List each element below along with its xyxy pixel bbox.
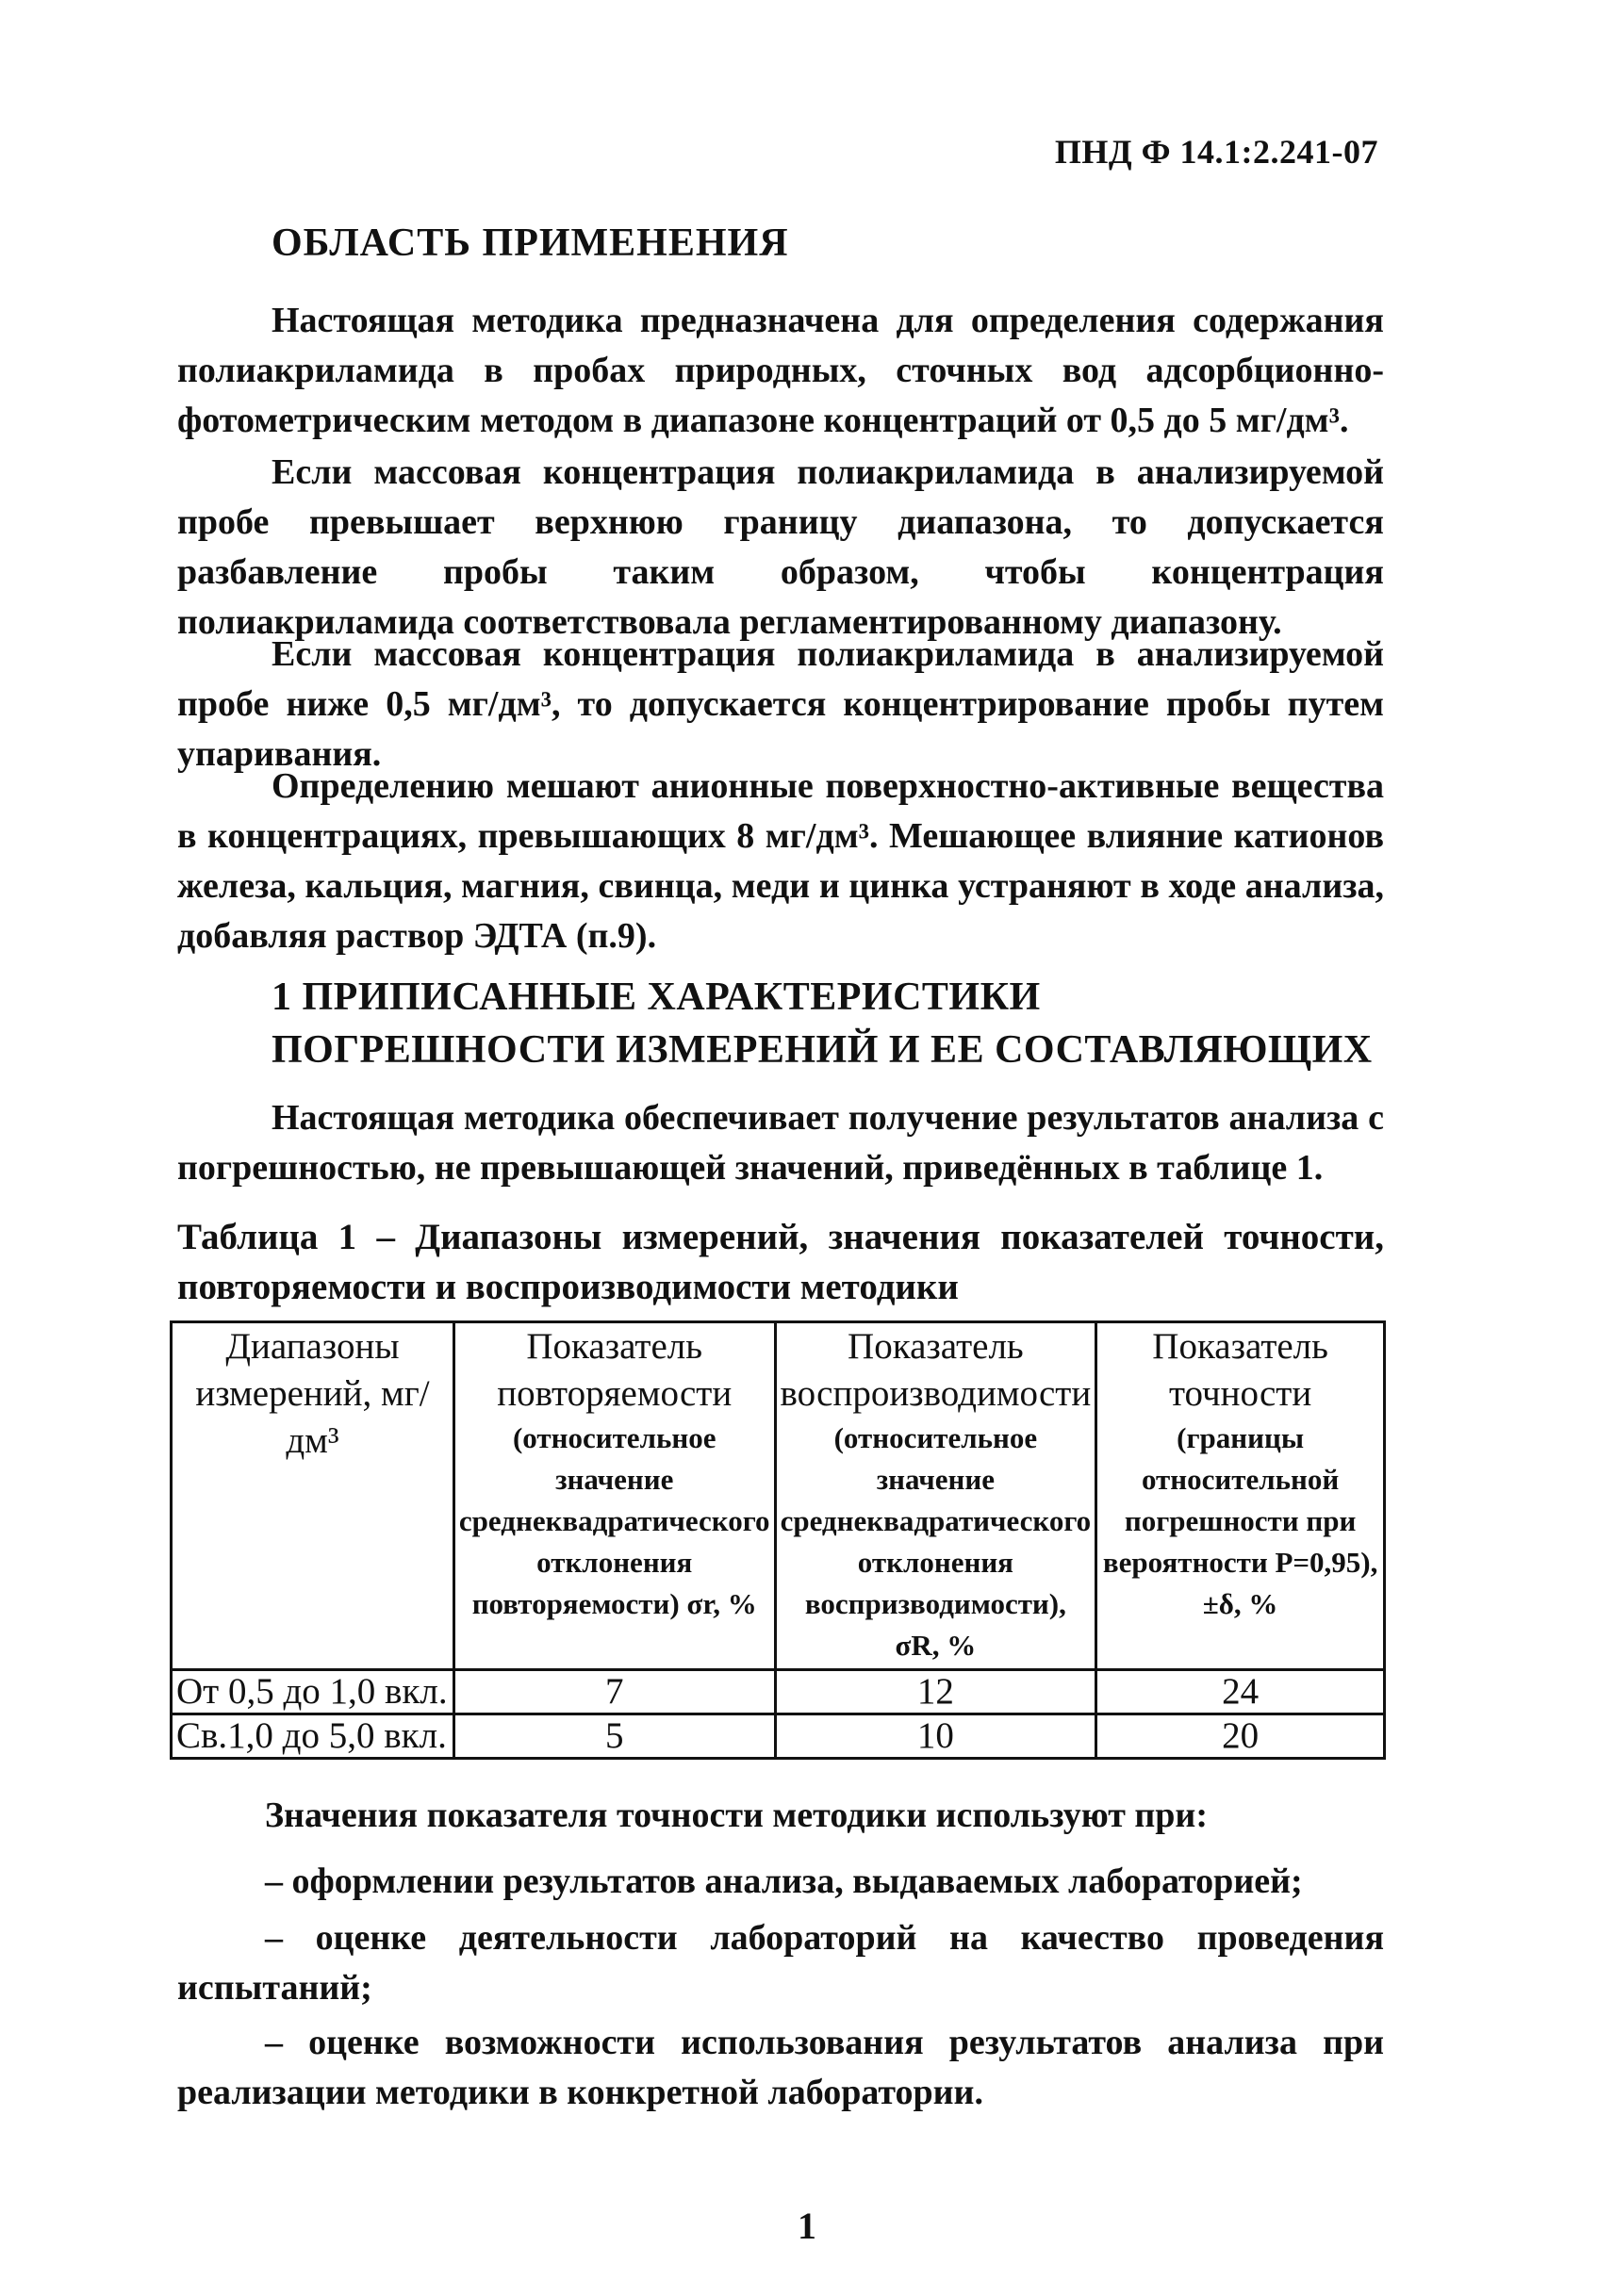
header-main-text: Показатель точности [1152, 1326, 1328, 1414]
table-cell-range: Св.1,0 до 5,0 вкл. [172, 1714, 454, 1759]
table-cell-range: От 0,5 до 1,0 вкл. [172, 1670, 454, 1714]
table-row [172, 1714, 1385, 1759]
table-cell-reproducibility: 12 [775, 1670, 1096, 1714]
section-title-1: 1 ПРИПИСАННЫЕ ХАРАКТЕРИСТИКИ ПОГРЕШНОСТИ ИЗМЕРЕНИЙ И ЕЕ СОСТАВЛЯЮЩИХ [272, 976, 1373, 1072]
table-cell-accuracy: 20 [1096, 1714, 1385, 1759]
header-sub-text: (относительное значение среднеквадратического отклонения воспризводимости), σR, % [780, 1421, 1092, 1662]
scope-paragraph-4: Определению мешают анионные поверхностно-активные вещества в концентрациях, превышающих 8 мг/дм³. Мешающее влияние катионов железа, кальция, магния, свинца, меди и цинка устраняют в ходе анализа, добавляя раствор ЭДТА (п.9). [177, 766, 1384, 956]
header-cell-accuracy [1096, 1322, 1385, 1670]
usage-list-item: – оценке возможности использования результатов анализа при реализации методики в конкретной лаборатории. [177, 2023, 1384, 2112]
header-cell-reproducibility [775, 1322, 1096, 1670]
table-caption: Таблица 1 – Диапазоны измерений, значения показателей точности, повторяемости и воспроизводимости методики [177, 1217, 1384, 1307]
table-header-row [172, 1322, 1385, 1670]
document-code: ПНД Ф 14.1:2.241-07 [1054, 133, 1378, 171]
header-sub-text: (границы относительной погрешности при вероятности P=0,95), ±δ, % [1102, 1421, 1378, 1620]
header-main-text: Диапазоны измерений, мг/дм³ [195, 1326, 430, 1461]
section-title-scope: ОБЛАСТЬ ПРИМЕНЕНИЯ [272, 221, 789, 265]
scope-paragraph-3: Если массовая концентрация полиакриламида в анализируемой пробе ниже 0,5 мг/дм³, то допускается концентрирование пробы путем упаривания. [177, 634, 1384, 774]
usage-intro: Значения показателя точности методики используют при: [265, 1796, 1208, 1835]
table-row [172, 1670, 1385, 1714]
scope-paragraph-1: Настоящая методика предназначена для определения содержания полиакриламида в пробах природных, сточных вод адсорбционно-фотометрическим методом в диапазоне концентраций от 0,5 до 5 мг/дм³. [177, 301, 1384, 440]
usage-list-item: – оформлении результатов анализа, выдаваемых лабораторией; [265, 1861, 1303, 1901]
header-main-text: Показатель повторяемости [497, 1326, 733, 1414]
table-cell-repeatability: 7 [453, 1670, 775, 1714]
header-cell-repeatability [453, 1322, 775, 1670]
page-number: 1 [798, 2205, 816, 2247]
table-cell-repeatability: 5 [453, 1714, 775, 1759]
section-1-paragraph: Настоящая методика обеспечивает получение результатов анализа с погрешностью, не превышающей значений, приведённых в таблице 1. [177, 1098, 1384, 1188]
scope-paragraph-2: Если массовая концентрация полиакриламида в анализируемой пробе превышает верхнюю границу диапазона, то допускается разбавление пробы таким образом, чтобы концентрация полиакриламида соответствовала регламентированному диапазону. [177, 452, 1384, 642]
header-sub-text: (относительное значение среднеквадратического отклонения повторяемости) σr, % [458, 1421, 770, 1620]
table-cell-accuracy: 24 [1096, 1670, 1385, 1714]
metrics-table [170, 1320, 1386, 1760]
table-cell-reproducibility: 10 [775, 1714, 1096, 1759]
usage-list-item: – оценке деятельности лабораторий на качество проведения испытаний; [177, 1918, 1384, 2008]
header-cell-ranges [172, 1322, 454, 1670]
header-main-text: Показатель воспроизводимости [780, 1326, 1092, 1414]
